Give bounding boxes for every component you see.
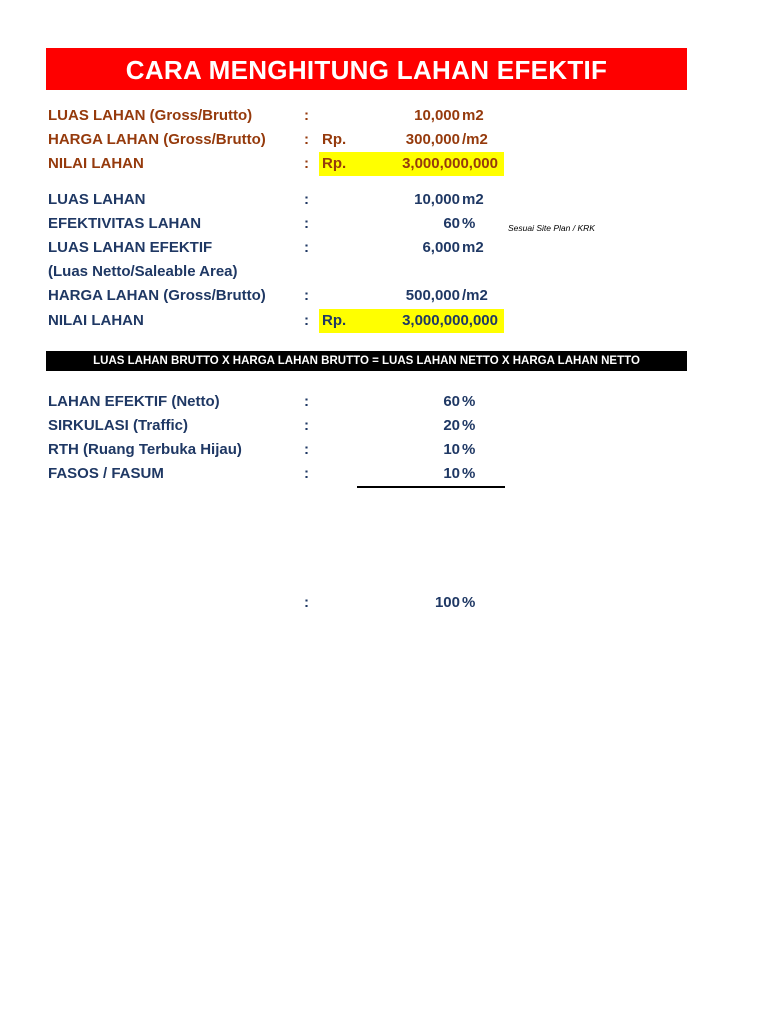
row-luas-lahan	[0, 189, 768, 211]
site-plan-note: Sesuai Site Plan / KRK	[508, 223, 595, 233]
row-value: 300,000	[405, 131, 460, 148]
row-value: 10,000	[414, 191, 460, 208]
row-label: (Luas Netto/Saleable Area)	[48, 263, 238, 280]
row-colon: :	[304, 239, 309, 256]
row-colon: :	[304, 465, 309, 482]
row-colon: :	[304, 107, 309, 124]
row-unit: /m2	[462, 287, 488, 304]
row-value: 3,000,000,000	[402, 312, 498, 329]
row-label: RTH (Ruang Terbuka Hijau)	[48, 441, 242, 458]
row-unit: %	[462, 393, 476, 410]
row-colon: :	[304, 441, 309, 458]
row-value: 3,000,000,000	[402, 155, 498, 172]
row-currency: Rp.	[322, 312, 347, 329]
row-value: 60	[443, 393, 460, 410]
row-nilai-lahan-gross	[0, 153, 768, 175]
row-currency: Rp.	[322, 155, 347, 172]
row-unit: %	[462, 441, 476, 458]
total-value: 100	[434, 594, 460, 611]
row-harga-lahan-gross	[0, 129, 768, 151]
row-label: LUAS LAHAN (Gross/Brutto)	[48, 107, 253, 124]
row-currency: Rp.	[322, 131, 347, 148]
row-unit: m2	[462, 239, 484, 256]
row-colon: :	[304, 417, 309, 434]
row-label: EFEKTIVITAS LAHAN	[48, 215, 202, 232]
row-value: 60	[443, 215, 460, 232]
row-unit: %	[462, 417, 476, 434]
row-colon: :	[304, 287, 309, 304]
row-colon: :	[304, 131, 309, 148]
row-value: 6,000	[422, 239, 460, 256]
row-value: 500,000	[405, 287, 460, 304]
row-colon: :	[304, 215, 309, 232]
row-unit: /m2	[462, 131, 488, 148]
row-label: SIRKULASI (Traffic)	[48, 417, 189, 434]
row-label: NILAI LAHAN	[48, 312, 144, 329]
row-label: FASOS / FASUM	[48, 465, 164, 482]
row-colon: :	[304, 155, 309, 172]
row-value: 20	[443, 417, 460, 434]
row-harga-lahan	[0, 285, 768, 307]
row-colon: :	[304, 393, 309, 410]
row-rth	[0, 439, 768, 461]
row-unit: m2	[462, 191, 484, 208]
row-unit: %	[462, 465, 476, 482]
row-sirkulasi	[0, 415, 768, 437]
row-luas-lahan-gross	[0, 105, 768, 127]
row-label: LUAS LAHAN EFEKTIF	[48, 239, 213, 256]
row-colon: :	[304, 312, 309, 329]
row-label: NILAI LAHAN	[48, 155, 144, 172]
row-value: 10,000	[414, 107, 460, 124]
row-colon: :	[304, 594, 309, 611]
row-label: HARGA LAHAN (Gross/Brutto)	[48, 131, 266, 148]
row-label: LAHAN EFEKTIF (Netto)	[48, 393, 220, 410]
row-total	[0, 592, 768, 614]
row-colon: :	[304, 191, 309, 208]
page-title: CARA MENGHITUNG LAHAN EFEKTIF	[46, 48, 687, 90]
row-value: 10	[443, 441, 460, 458]
formula-banner: LUAS LAHAN BRUTTO X HARGA LAHAN BRUTTO = LUAS LAHAN NETTO X HARGA LAHAN NETTO	[46, 351, 687, 371]
row-luas-lahan-efektif	[0, 237, 768, 259]
row-nilai-lahan	[0, 310, 768, 332]
row-fasos-fasum	[0, 463, 768, 485]
row-unit: m2	[462, 107, 484, 124]
row-efektivitas-lahan	[0, 213, 768, 235]
row-label: HARGA LAHAN (Gross/Brutto)	[48, 287, 266, 304]
sum-underline	[357, 486, 505, 488]
total-unit: %	[462, 594, 476, 611]
row-unit: %	[462, 215, 476, 232]
row-lahan-efektif	[0, 391, 768, 413]
row-luas-netto-note	[0, 261, 768, 283]
row-label: LUAS LAHAN	[48, 191, 146, 208]
row-value: 10	[443, 465, 460, 482]
